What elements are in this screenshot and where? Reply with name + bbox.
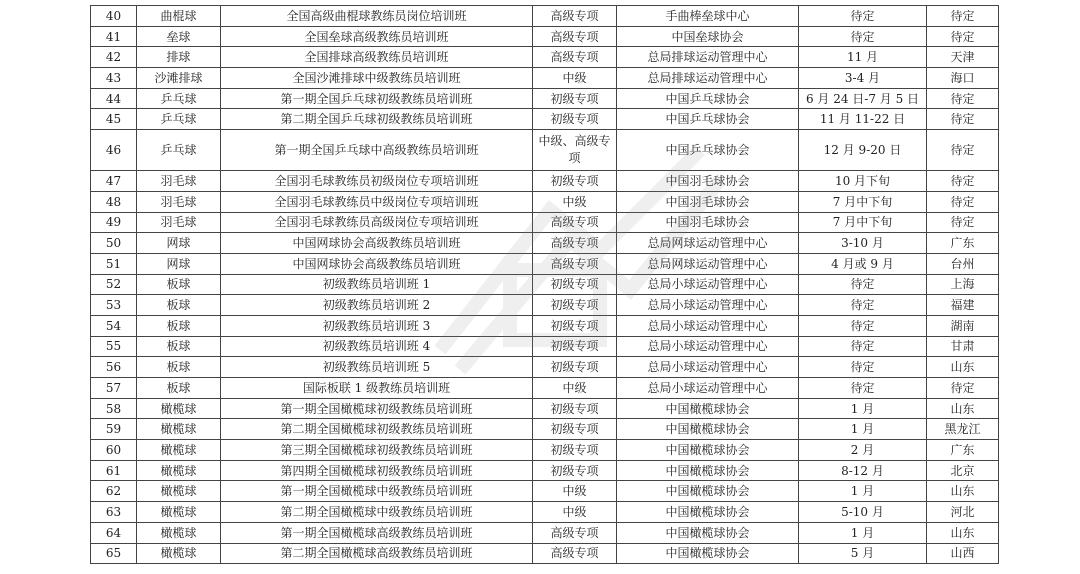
cell-time: 12 月 9-20 日: [799, 130, 927, 171]
cell-time: 5-10 月: [799, 502, 927, 523]
cell-time: 待定: [799, 274, 927, 295]
cell-sport: 橄榄球: [137, 419, 221, 440]
cell-course-name: 第二期全国橄榄球初级教练员培训班: [221, 419, 533, 440]
cell-time: 1 月: [799, 419, 927, 440]
cell-sport: 板球: [137, 315, 221, 336]
table-row: [91, 543, 999, 564]
cell-course-name: 初级教练员培训班 1: [221, 274, 533, 295]
table-row: [91, 212, 999, 233]
cell-row-number: 55: [91, 336, 137, 357]
cell-organizer: 总局网球运动管理中心: [617, 233, 799, 254]
cell-organizer: 中国橄榄球协会: [617, 522, 799, 543]
cell-course-name: 初级教练员培训班 2: [221, 295, 533, 316]
cell-location: 山东: [927, 522, 999, 543]
cell-sport: 板球: [137, 378, 221, 399]
cell-sport: 羽毛球: [137, 191, 221, 212]
cell-location: 甘肃: [927, 336, 999, 357]
cell-organizer: 中国乒乓球协会: [617, 130, 799, 171]
cell-level: 高级专项: [533, 543, 617, 564]
cell-row-number: 44: [91, 88, 137, 109]
cell-sport: 橄榄球: [137, 460, 221, 481]
cell-organizer: 总局小球运动管理中心: [617, 378, 799, 399]
cell-location: 河北: [927, 502, 999, 523]
cell-time: 3-4 月: [799, 68, 927, 89]
cell-location: 待定: [927, 130, 999, 171]
cell-sport: 板球: [137, 274, 221, 295]
cell-row-number: 45: [91, 109, 137, 130]
cell-course-name: 第一期全国乒乓球初级教练员培训班: [221, 88, 533, 109]
cell-sport: 乒乓球: [137, 109, 221, 130]
cell-time: 7 月中下旬: [799, 212, 927, 233]
cell-time: 6 月 24 日-7 月 5 日: [799, 88, 927, 109]
cell-course-name: 全国沙滩排球中级教练员培训班: [221, 68, 533, 89]
cell-organizer: 中国乒乓球协会: [617, 88, 799, 109]
cell-sport: 垒球: [137, 26, 221, 47]
table-row: [91, 295, 999, 316]
cell-level: 初级专项: [533, 419, 617, 440]
cell-organizer: 中国橄榄球协会: [617, 440, 799, 461]
cell-row-number: 61: [91, 460, 137, 481]
cell-row-number: 63: [91, 502, 137, 523]
cell-level: 中级: [533, 502, 617, 523]
cell-level: 初级专项: [533, 171, 617, 192]
cell-row-number: 51: [91, 253, 137, 274]
table-row: [91, 274, 999, 295]
cell-organizer: 中国羽毛球协会: [617, 191, 799, 212]
table-row: [91, 171, 999, 192]
cell-row-number: 50: [91, 233, 137, 254]
cell-location: 待定: [927, 378, 999, 399]
table-row: [91, 357, 999, 378]
cell-level: 高级专项: [533, 26, 617, 47]
cell-sport: 橄榄球: [137, 398, 221, 419]
cell-level: 初级专项: [533, 336, 617, 357]
cell-time: 7 月中下旬: [799, 191, 927, 212]
cell-level: 初级专项: [533, 440, 617, 461]
cell-row-number: 60: [91, 440, 137, 461]
training-schedule-table-wrapper: [90, 5, 998, 564]
cell-sport: 乒乓球: [137, 88, 221, 109]
cell-sport: 网球: [137, 233, 221, 254]
table-row: [91, 378, 999, 399]
cell-time: 3-10 月: [799, 233, 927, 254]
table-row: [91, 419, 999, 440]
cell-level: 高级专项: [533, 253, 617, 274]
table-row: [91, 460, 999, 481]
cell-sport: 曲棍球: [137, 6, 221, 27]
cell-location: 山东: [927, 398, 999, 419]
cell-time: 1 月: [799, 522, 927, 543]
cell-location: 台州: [927, 253, 999, 274]
table-row: [91, 109, 999, 130]
cell-level: 高级专项: [533, 233, 617, 254]
table-row: [91, 130, 999, 171]
cell-time: 11 月 11-22 日: [799, 109, 927, 130]
cell-time: 待定: [799, 315, 927, 336]
cell-time: 11 月: [799, 47, 927, 68]
cell-time: 待定: [799, 26, 927, 47]
cell-sport: 网球: [137, 253, 221, 274]
cell-organizer: 中国羽毛球协会: [617, 171, 799, 192]
cell-location: 待定: [927, 6, 999, 27]
table-row: [91, 68, 999, 89]
cell-organizer: 总局小球运动管理中心: [617, 336, 799, 357]
cell-course-name: 第二期全国橄榄球中级教练员培训班: [221, 502, 533, 523]
cell-level: 中级: [533, 191, 617, 212]
cell-course-name: 全国垒球高级教练员培训班: [221, 26, 533, 47]
cell-sport: 橄榄球: [137, 543, 221, 564]
cell-row-number: 53: [91, 295, 137, 316]
cell-course-name: 初级教练员培训班 3: [221, 315, 533, 336]
cell-level: 初级专项: [533, 274, 617, 295]
cell-location: 湖南: [927, 315, 999, 336]
cell-organizer: 总局小球运动管理中心: [617, 315, 799, 336]
cell-level: 高级专项: [533, 212, 617, 233]
cell-organizer: 总局小球运动管理中心: [617, 274, 799, 295]
cell-sport: 橄榄球: [137, 502, 221, 523]
cell-row-number: 46: [91, 130, 137, 171]
cell-course-name: 全国高级曲棍球教练员岗位培训班: [221, 6, 533, 27]
table-row: [91, 253, 999, 274]
cell-sport: 排球: [137, 47, 221, 68]
cell-course-name: 第二期全国橄榄球高级教练员培训班: [221, 543, 533, 564]
cell-row-number: 47: [91, 171, 137, 192]
cell-location: 待定: [927, 88, 999, 109]
table-row: [91, 440, 999, 461]
cell-organizer: 总局排球运动管理中心: [617, 47, 799, 68]
cell-location: 海口: [927, 68, 999, 89]
cell-location: 北京: [927, 460, 999, 481]
cell-organizer: 中国橄榄球协会: [617, 502, 799, 523]
cell-course-name: 初级教练员培训班 4: [221, 336, 533, 357]
table-row: [91, 398, 999, 419]
cell-course-name: 第一期全国橄榄球高级教练员培训班: [221, 522, 533, 543]
cell-level: 中级: [533, 68, 617, 89]
cell-organizer: 中国橄榄球协会: [617, 481, 799, 502]
cell-organizer: 总局小球运动管理中心: [617, 357, 799, 378]
cell-time: 10 月下旬: [799, 171, 927, 192]
cell-row-number: 40: [91, 6, 137, 27]
training-schedule-table: [90, 5, 999, 564]
cell-row-number: 52: [91, 274, 137, 295]
cell-time: 待定: [799, 295, 927, 316]
cell-row-number: 58: [91, 398, 137, 419]
cell-location: 待定: [927, 26, 999, 47]
cell-course-name: 第二期全国乒乓球初级教练员培训班: [221, 109, 533, 130]
cell-level: 初级专项: [533, 88, 617, 109]
table-row: [91, 26, 999, 47]
cell-row-number: 43: [91, 68, 137, 89]
cell-sport: 橄榄球: [137, 522, 221, 543]
cell-level: 中级、高级专项: [533, 130, 617, 171]
cell-course-name: 第一期全国橄榄球中级教练员培训班: [221, 481, 533, 502]
cell-row-number: 59: [91, 419, 137, 440]
cell-course-name: 全国羽毛球教练员中级岗位专项培训班: [221, 191, 533, 212]
cell-time: 5 月: [799, 543, 927, 564]
cell-course-name: 中国网球协会高级教练员培训班: [221, 233, 533, 254]
cell-time: 待定: [799, 336, 927, 357]
cell-organizer: 总局网球运动管理中心: [617, 253, 799, 274]
cell-time: 待定: [799, 6, 927, 27]
cell-row-number: 54: [91, 315, 137, 336]
table-row: [91, 47, 999, 68]
cell-sport: 板球: [137, 295, 221, 316]
cell-sport: 橄榄球: [137, 440, 221, 461]
table-row: [91, 191, 999, 212]
table-row: [91, 502, 999, 523]
cell-level: 高级专项: [533, 6, 617, 27]
cell-course-name: 第四期全国橄榄球初级教练员培训班: [221, 460, 533, 481]
cell-time: 待定: [799, 378, 927, 399]
cell-level: 初级专项: [533, 357, 617, 378]
cell-course-name: 第三期全国橄榄球初级教练员培训班: [221, 440, 533, 461]
table-row: [91, 315, 999, 336]
cell-level: 高级专项: [533, 522, 617, 543]
table-body: [91, 6, 999, 564]
cell-location: 山东: [927, 357, 999, 378]
cell-level: 初级专项: [533, 109, 617, 130]
cell-time: 4 月或 9 月: [799, 253, 927, 274]
cell-level: 初级专项: [533, 315, 617, 336]
table-row: [91, 336, 999, 357]
cell-sport: 羽毛球: [137, 171, 221, 192]
table-row: [91, 6, 999, 27]
cell-course-name: 中国网球协会高级教练员培训班: [221, 253, 533, 274]
cell-course-name: 国际板联 1 级教练员培训班: [221, 378, 533, 399]
cell-location: 黑龙江: [927, 419, 999, 440]
cell-location: 上海: [927, 274, 999, 295]
cell-row-number: 64: [91, 522, 137, 543]
table-row: [91, 522, 999, 543]
table-row: [91, 481, 999, 502]
cell-time: 1 月: [799, 481, 927, 502]
cell-organizer: 中国乒乓球协会: [617, 109, 799, 130]
cell-course-name: 第一期全国乒乓球中高级教练员培训班: [221, 130, 533, 171]
cell-sport: 羽毛球: [137, 212, 221, 233]
cell-level: 初级专项: [533, 295, 617, 316]
cell-location: 待定: [927, 171, 999, 192]
table-row: [91, 88, 999, 109]
cell-organizer: 中国橄榄球协会: [617, 398, 799, 419]
cell-organizer: 手曲棒垒球中心: [617, 6, 799, 27]
cell-location: 山西: [927, 543, 999, 564]
cell-organizer: 中国橄榄球协会: [617, 419, 799, 440]
cell-row-number: 56: [91, 357, 137, 378]
cell-sport: 乒乓球: [137, 130, 221, 171]
cell-location: 广东: [927, 440, 999, 461]
cell-location: 天津: [927, 47, 999, 68]
cell-sport: 橄榄球: [137, 481, 221, 502]
cell-level: 高级专项: [533, 47, 617, 68]
cell-sport: 沙滩排球: [137, 68, 221, 89]
cell-row-number: 48: [91, 191, 137, 212]
cell-location: 待定: [927, 212, 999, 233]
cell-row-number: 57: [91, 378, 137, 399]
cell-location: 山东: [927, 481, 999, 502]
cell-course-name: 全国羽毛球教练员高级岗位专项培训班: [221, 212, 533, 233]
cell-organizer: 中国橄榄球协会: [617, 460, 799, 481]
cell-row-number: 42: [91, 47, 137, 68]
cell-row-number: 41: [91, 26, 137, 47]
cell-location: 广东: [927, 233, 999, 254]
cell-sport: 板球: [137, 357, 221, 378]
cell-level: 初级专项: [533, 398, 617, 419]
cell-course-name: 全国羽毛球教练员初级岗位专项培训班: [221, 171, 533, 192]
cell-course-name: 初级教练员培训班 5: [221, 357, 533, 378]
table-row: [91, 233, 999, 254]
cell-level: 中级: [533, 481, 617, 502]
cell-organizer: 中国羽毛球协会: [617, 212, 799, 233]
cell-time: 8-12 月: [799, 460, 927, 481]
cell-row-number: 65: [91, 543, 137, 564]
cell-location: 待定: [927, 191, 999, 212]
cell-sport: 板球: [137, 336, 221, 357]
cell-time: 2 月: [799, 440, 927, 461]
cell-row-number: 49: [91, 212, 137, 233]
cell-time: 1 月: [799, 398, 927, 419]
cell-organizer: 总局排球运动管理中心: [617, 68, 799, 89]
cell-location: 福建: [927, 295, 999, 316]
cell-organizer: 总局小球运动管理中心: [617, 295, 799, 316]
cell-row-number: 62: [91, 481, 137, 502]
cell-organizer: 中国垒球协会: [617, 26, 799, 47]
cell-course-name: 第一期全国橄榄球初级教练员培训班: [221, 398, 533, 419]
cell-organizer: 中国橄榄球协会: [617, 543, 799, 564]
cell-course-name: 全国排球高级教练员培训班: [221, 47, 533, 68]
cell-location: 待定: [927, 109, 999, 130]
cell-level: 中级: [533, 378, 617, 399]
cell-time: 待定: [799, 357, 927, 378]
cell-level: 初级专项: [533, 460, 617, 481]
